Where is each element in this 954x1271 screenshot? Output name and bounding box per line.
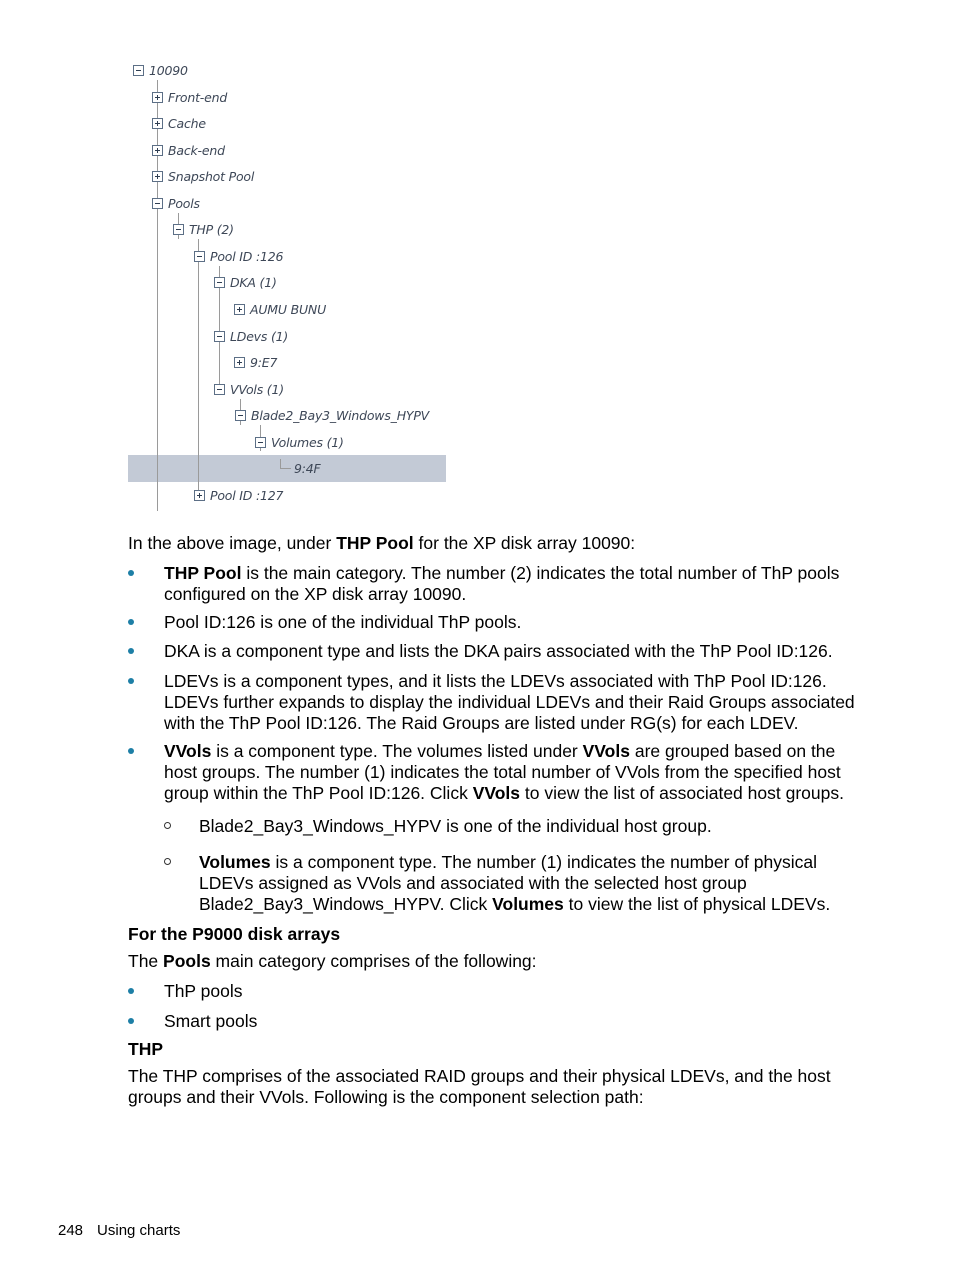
bullet-icon (128, 678, 134, 684)
tree-connector (198, 239, 199, 491)
tree-node-label: LDevs (1) (230, 328, 289, 344)
thp-heading: THP (128, 1039, 163, 1059)
tree-node-label: THP (2) (189, 221, 234, 237)
tree-node-pool-126[interactable] (194, 247, 283, 265)
tree-node-label: Back-end (168, 142, 225, 158)
bullet-icon (128, 748, 134, 754)
tree-node-label: Blade2_Bay3_Windows_HYPV (251, 407, 430, 423)
expand-icon[interactable] (152, 118, 163, 129)
tree-node-label: Pool ID :126 (210, 248, 284, 264)
tree-node-pools[interactable] (152, 194, 200, 212)
thp-paragraph: The THP comprises of the associated RAID groups and their physical LDEVs, and the host groups and their VVols. Following is the component selection path: (128, 1066, 831, 1107)
tree-node-9-e7[interactable] (234, 353, 277, 371)
tree-node-dka[interactable] (214, 273, 277, 291)
tree-node-front-end[interactable] (152, 88, 227, 106)
collapse-icon[interactable] (214, 384, 225, 395)
bullet-icon (128, 988, 134, 994)
tree-node-volumes[interactable] (255, 433, 344, 451)
bullet-icon (128, 648, 134, 654)
tree-node-9-4f[interactable] (280, 459, 321, 477)
bullet-icon (128, 570, 134, 576)
tree-node-label: Cache (168, 115, 206, 131)
thp-bullet-list (128, 563, 863, 605)
expand-icon[interactable] (234, 304, 245, 315)
p9000-heading: For the P9000 disk arrays (128, 924, 341, 944)
vvols-sub-list (163, 816, 863, 837)
tree-node-label: AUMU BUNU (250, 301, 327, 317)
list-item: Volumes is a component type. The number (1) indicates the number of physical LDEVs assigned as VVols and associated with the selected host group Blade2_Bay3_Windows_HYPV. Click Volumes to view the list of physical LDEVs. (163, 852, 863, 915)
expand-icon[interactable] (152, 171, 163, 182)
bullet-icon (128, 1018, 134, 1024)
tree-node-snapshot-pool[interactable] (152, 167, 254, 185)
thp-bullet-list (128, 641, 863, 662)
expand-icon[interactable] (152, 145, 163, 156)
tree-node-label: 9:E7 (250, 354, 278, 370)
tree-node-label: Snapshot Pool (168, 168, 255, 184)
tree-node-label: Pool ID :127 (210, 487, 284, 503)
tree-node-label: Volumes (1) (271, 434, 344, 450)
list-item: LDEVs is a component types, and it lists the LDEVs associated with ThP Pool ID:126. LDEVs further expands to display the individual LDEVs and their Raid Groups associated with the ThP Pool ID:126. The Raid Groups are listed under RG(s) for each LDEV. (128, 671, 863, 734)
tree-node-vvols[interactable] (214, 380, 284, 398)
collapse-icon[interactable] (173, 224, 184, 235)
vvols-sub-list (163, 852, 863, 915)
tree-node-label: VVols (1) (230, 381, 284, 397)
list-item: DKA is a component type and lists the DKA pairs associated with the ThP Pool ID:126. (128, 641, 863, 662)
tree-node-ldevs[interactable] (214, 327, 288, 345)
tree-node-host-group[interactable] (235, 406, 429, 424)
pools-bullet-list (128, 981, 863, 1002)
circle-bullet-icon (164, 822, 171, 829)
collapse-icon[interactable] (255, 437, 266, 448)
list-item: Smart pools (128, 1011, 863, 1032)
page-number: 248 (58, 1222, 84, 1239)
leaf-connector (280, 459, 291, 469)
list-item: ThP pools (128, 981, 863, 1002)
collapse-icon[interactable] (214, 277, 225, 288)
footer-section: Using charts (97, 1222, 181, 1239)
pools-bullet-list (128, 1011, 863, 1032)
tree-node-label: DKA (1) (230, 274, 277, 290)
p9000-intro: The Pools main category comprises of the following: (128, 951, 537, 971)
tree-node-cache[interactable] (152, 114, 206, 132)
thp-bullet-list (128, 612, 863, 633)
collapse-icon[interactable] (152, 198, 163, 209)
expand-icon[interactable] (234, 357, 245, 368)
circle-bullet-icon (164, 858, 171, 865)
list-item: THP Pool is the main category. The number (2) indicates the total number of ThP pools configured on the XP disk array 10090. (128, 563, 863, 605)
expand-icon[interactable] (152, 92, 163, 103)
collapse-icon[interactable] (194, 251, 205, 262)
tree-node-label: 9:4F (294, 460, 321, 476)
tree-node-label: Pools (168, 195, 200, 211)
expand-icon[interactable] (194, 490, 205, 501)
thp-bullet-list (128, 671, 863, 734)
list-item: Pool ID:126 is one of the individual ThP pools. (128, 612, 863, 633)
bullet-icon (128, 619, 134, 625)
intro-paragraph: In the above image, under THP Pool for the XP disk array 10090: (128, 533, 636, 553)
tree-node-pool-127[interactable] (194, 486, 283, 504)
collapse-icon[interactable] (235, 410, 246, 421)
tree-node-label: Front-end (168, 89, 228, 105)
tree-node-10090[interactable] (133, 61, 188, 79)
page-footer (58, 1222, 180, 1239)
tree-node-label: 10090 (149, 62, 188, 78)
list-item: VVols is a component type. The volumes listed under VVols are grouped based on the host groups. The number (1) indicates the total number of VVols from the specified host group within the ThP Pool ID:126. Click VVols to view the list of associated host groups. (128, 741, 863, 804)
collapse-icon[interactable] (133, 65, 144, 76)
collapse-icon[interactable] (214, 331, 225, 342)
tree-node-back-end[interactable] (152, 141, 225, 159)
tree-figure (0, 0, 954, 520)
tree-node-thp[interactable] (173, 220, 234, 238)
list-item: Blade2_Bay3_Windows_HYPV is one of the individual host group. (163, 816, 863, 837)
thp-bullet-list (128, 741, 863, 804)
tree-node-aumu-bunu[interactable] (234, 300, 326, 318)
